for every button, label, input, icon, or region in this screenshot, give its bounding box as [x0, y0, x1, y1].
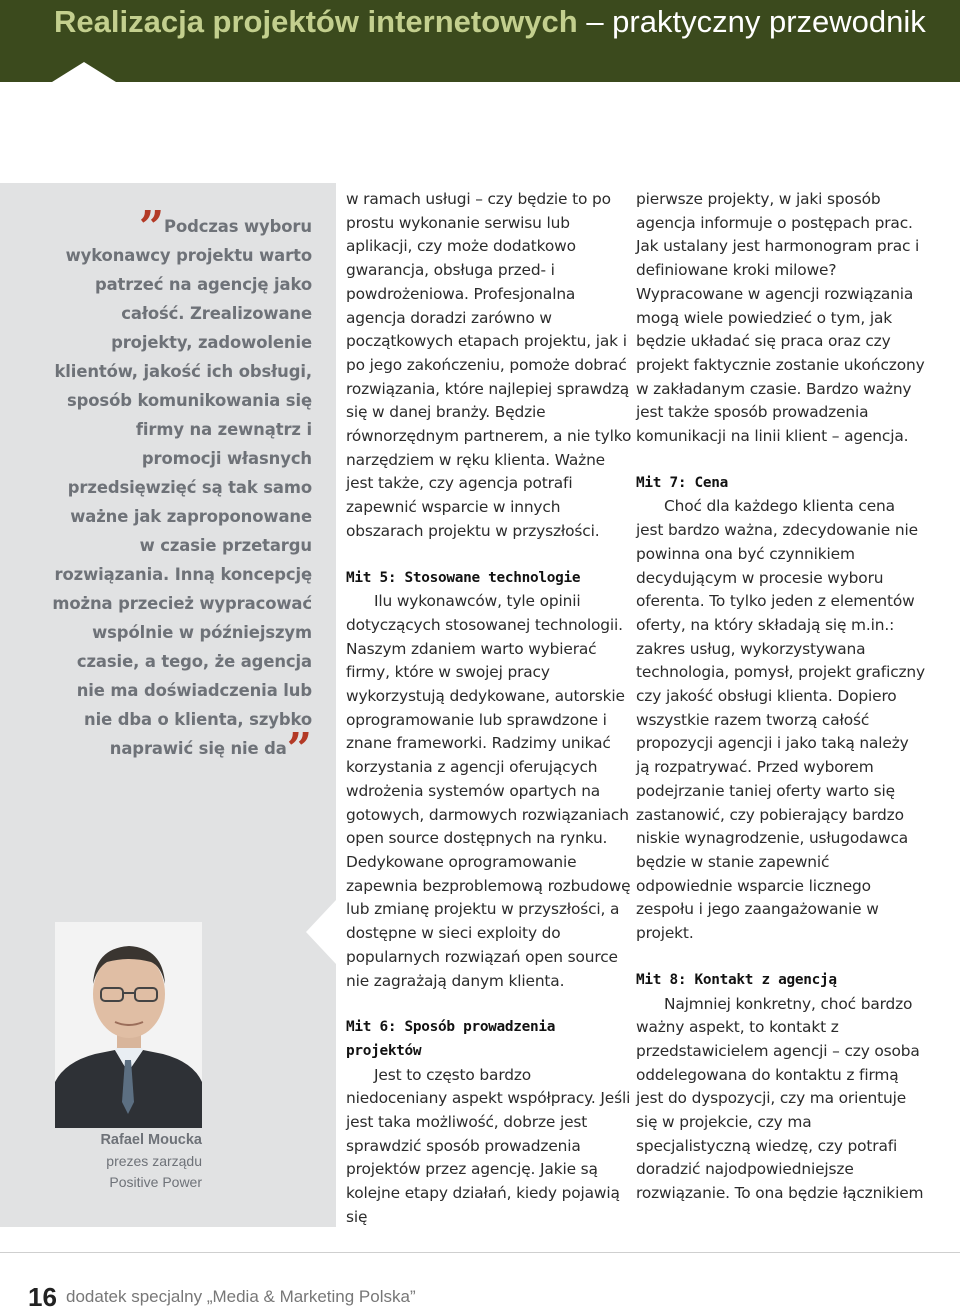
mit6-text: Jest to często bardzo niedoceniany aspekt współpracy. Jeśli jest taka możliwość, dobrze jest sprawdzić sposób prowadzenia projektów przez agencję. Jakie są kolejne etapy działań, kiedy pojawią się	[346, 1065, 631, 1226]
portrait-illustration	[55, 922, 202, 1128]
header-title-bold: Realizacja projektów internetowych	[54, 4, 578, 39]
footer-publication: dodatek specjalny „Media & Marketing Polska”	[66, 1287, 416, 1306]
article-column-1	[346, 188, 636, 1230]
mit8-heading: Mit 8: Kontakt z agencją	[636, 971, 837, 988]
mit6-heading: Mit 6: Sposób prowadzenia projektów	[346, 1019, 556, 1059]
pull-quote-text: Podczas wyboru wykonawcy projektu warto patrzeć na agencję jako całość. Zrealizowane projekty, zadowolenie klientów, jakość ich obsługi, sposób komunikowania się firmy na zewnątrz i promocji własnych przedsięwzięć są tak samo ważne jak zaproponowane w czasie przetargu rozwiązania. Inną koncepcję można przecież wypracować wspólnie w późniejszym czasie, a tego, że agencja nie ma doświadczenia lub nie dba o klienta, szybko naprawić się nie da	[52, 217, 312, 758]
mit5-text: Ilu wykonawców, tyle opinii dotyczących stosowanej technologii. Naszym zdaniem warto wybierać firmy, które w swojej pracy wykorzystują dedykowane, autorskie oprogramowanie lub sprawdzone i znane frameworki. Radzimy unikać korzystania z agencji oferujących wdrożenia systemów opartych na gotowych, darmowych rozwiązaniach open source dostępnych na rynku. Dedykowane oprogramowanie zapewnia bezproblemową rozbudowę lub zmianę projektu w przyszłości, a dostępne w sieci exploity do popularnych rozwiązań open source nie zagrażają danym klienta.	[346, 592, 631, 990]
person-name: Rafael Moucka	[100, 1132, 202, 1148]
person-company: Positive Power	[109, 1174, 202, 1190]
article-column-2	[636, 188, 926, 1206]
header-notch	[52, 62, 116, 82]
close-quote-icon: ”	[286, 724, 312, 775]
portrait-photo	[55, 922, 202, 1128]
page-header	[0, 0, 960, 82]
portrait-caption	[56, 1130, 202, 1193]
header-title-light: – praktyczny przewodnik	[586, 4, 926, 39]
mit8-text: Najmniej konkretny, choć bardzo ważny aspekt, to kontakt z przedstawicielem agencji – czy osoba oddelegowana do kontaktu z firmą jest do dyspozycji, czy ma orientuje się w projekcie, czy ma specjalistyczną wiedzę, czy potrafi doradzić najodpowiedniejsze rozwiązanie. To ona będzie łącznikiem	[636, 994, 924, 1203]
column1-intro: w ramach usługi – czy będzie to po prostu wykonanie serwisu lub aplikacji, czy może dodatkowo gwarancja, obsługa przed- i powdrożeniowa. Profesjonalna agencja doradzi zarówno w początkowych etapach projektu, jak i po jego zakończeniu, pomoże dobrać rozwiązania, które najlepiej sprawdzą się w danej branży. Będzie równorzędnym partnerem, a nie tylko narzędziem w ręku klienta. Ważne jest także, czy agencja potrafi zapewnić wsparcie w innych obszarach projektu w przyszłości.	[346, 190, 632, 540]
person-role: prezes zarządu	[106, 1153, 202, 1169]
mit7-heading: Mit 7: Cena	[636, 474, 729, 491]
sidebar-notch	[306, 900, 336, 964]
header-title	[54, 2, 926, 42]
mit7-text: Choć dla każdego klienta cena jest bardzo ważna, zdecydowanie nie powinna ona być czynnikiem decydującym w procesie wyboru oferenta. To tylko jeden z elementów oferty, na który składają się m.in.: zakres usług, wykorzystywana technologia, pomysł, projekt graficzny czy jakość obsługi klienta. Dopiero wszystkie razem tworzą całość propozycji agencji i jako taką należy ją rozpatrywać. Przed wyborem podejrzanie taniej oferty warto się zastanowić, czy pobierający bardzo niskie wynagrodzenie, usługodawca będzie w stanie zapewnić odpowiednie wsparcie licznego zespołu i jego zaangażowanie w projekt.	[636, 497, 925, 943]
open-quote-icon: ”	[138, 202, 165, 253]
pull-quote	[52, 202, 312, 775]
footer-divider	[0, 1252, 960, 1253]
page-number: 16	[28, 1282, 57, 1312]
mit5-heading: Mit 5: Stosowane technologie	[346, 569, 581, 586]
column2-intro: pierwsze projekty, w jaki sposób agencja informuje o postępach prac. Jak ustalany jest harmonogram prac i definiowane kroki milowe? Wypracowane w agencji rozwiązania mogą wiele powiedzieć o tym, jak będzie układać się praca oraz czy projekt faktycznie zostanie ukończony w zakładanym czasie. Bardzo ważny jest także sposób prowadzenia komunikacji na linii klient – agencja.	[636, 190, 925, 446]
